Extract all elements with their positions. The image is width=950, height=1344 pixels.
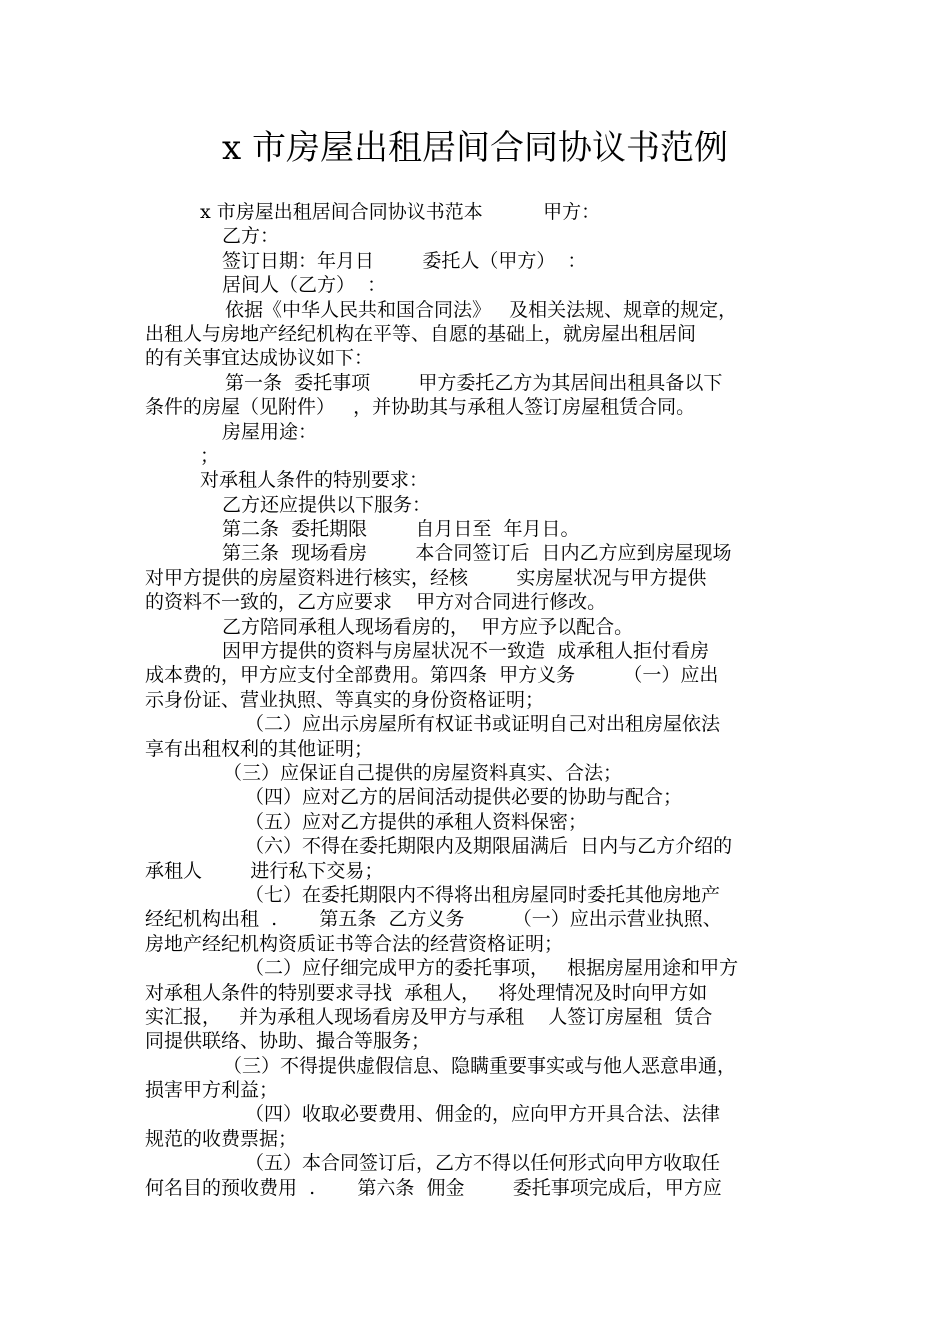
text-line: 第三条 现场看房 本合同签订后 日内乙方应到房屋现场 bbox=[222, 542, 732, 565]
text-line: （七）在委托期限内不得将出租房屋同时委托其他房地产 bbox=[245, 883, 721, 906]
text-line: 损害甲方利益； bbox=[145, 1079, 279, 1102]
text-line: 因甲方提供的资料与房屋状况不一致造 成承租人拒付看房 bbox=[222, 640, 710, 663]
text-line: （三）应保证自己提供的房屋资料真实、合法； bbox=[223, 761, 623, 784]
text-line: 乙方： bbox=[222, 225, 280, 248]
text-line: 乙方陪同承租人现场看房的， 甲方应予以配合。 bbox=[222, 615, 634, 638]
text-line: （二）应出示房屋所有权证书或证明自己对出租房屋依法 bbox=[245, 713, 721, 736]
text-line: （二）应仔细完成甲方的委托事项， 根据房屋用途和甲方 bbox=[245, 957, 739, 980]
text-line: 对承租人条件的特别要求： bbox=[200, 469, 429, 492]
text-line: ； bbox=[200, 444, 220, 467]
text-line: 条件的房屋（见附件） ，并协助其与承租人签订房屋租赁合同。 bbox=[145, 396, 696, 419]
text-line: 经纪机构出租 . 第五条 乙方义务 （一）应出示营业执照、 bbox=[145, 908, 722, 931]
document-body bbox=[145, 200, 815, 1200]
text-line: 规范的收费票据； bbox=[145, 1127, 298, 1150]
text-line: 房屋用途： bbox=[222, 420, 318, 443]
text-line: （六）不得在委托期限内及期限届满后 日内与乙方介绍的 bbox=[245, 835, 733, 858]
text-line: 成本费的，甲方应支付全部费用。第四条 甲方义务 （一）应出 bbox=[145, 664, 719, 687]
text-line: 的资料不一致的，乙方应要求 甲方对合同进行修改。 bbox=[145, 591, 607, 614]
text-line: 第一条 委托事项 甲方委托乙方为其居间出租具备以下 bbox=[225, 371, 723, 394]
text-line: （四）应对乙方的居间活动提供必要的协助与配合； bbox=[245, 786, 683, 809]
text-line: （四）收取必要费用、佣金的，应向甲方开具合法、法律 bbox=[245, 1103, 721, 1126]
text-line: 第二条 委托期限 自月日至 年月日。 bbox=[222, 518, 580, 541]
text-line: （五）应对乙方提供的承租人资料保密； bbox=[245, 810, 588, 833]
text-line: x 市房屋出租居间合同协议书范本 甲方： bbox=[200, 201, 601, 223]
text-line: 同提供联络、协助、撮合等服务； bbox=[145, 1030, 431, 1053]
text-line: 签订日期：年月日 委托人（甲方） ： bbox=[222, 249, 587, 272]
text-line: （五）本合同签订后，乙方不得以任何形式向甲方收取任 bbox=[245, 1152, 721, 1175]
text-line: （三）不得提供虚假信息、隐瞒重要事实或与他人恶意串通， bbox=[223, 1054, 737, 1077]
text-line: 依据《中华人民共和国合同法》 及相关法规、规章的规定， bbox=[225, 298, 738, 321]
text-line: 何名目的预收费用 . 第六条 佣金 委托事项完成后，甲方应 bbox=[145, 1176, 722, 1199]
text-line: 房地产经纪机构资质证书等合法的经营资格证明； bbox=[145, 932, 564, 955]
text-line: 承租人 进行私下交易； bbox=[145, 859, 384, 882]
text-line: 对甲方提供的房屋资料进行核实，经核 实房屋状况与甲方提供 bbox=[145, 566, 707, 589]
text-line: 出租人与房地产经纪机构在平等、自愿的基础上，就房屋出租居间 bbox=[145, 322, 697, 345]
text-line: 示身份证、营业执照、等真实的身份资格证明； bbox=[145, 688, 545, 711]
text-line: 乙方还应提供以下服务： bbox=[222, 493, 432, 516]
text-line: 对承租人条件的特别要求寻找 承租人， 将处理情况及时向甲方如 bbox=[145, 981, 708, 1004]
text-line: 实汇报， 并为承租人现场看房及甲方与承租 人签订房屋租 赁合 bbox=[145, 1005, 713, 1028]
text-line: 的有关事宜达成协议如下： bbox=[145, 347, 374, 370]
document-title: x 市房屋出租居间合同协议书范例 bbox=[222, 128, 728, 168]
text-line: 居间人（乙方） ： bbox=[222, 274, 387, 297]
text-line: 享有出租权利的其他证明； bbox=[145, 737, 374, 760]
